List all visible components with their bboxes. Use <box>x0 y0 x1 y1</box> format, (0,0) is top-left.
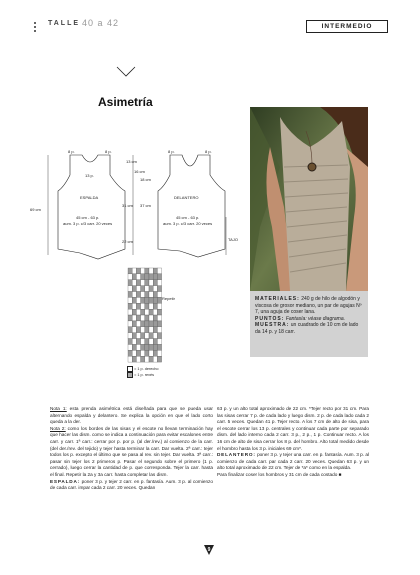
stitch-cell <box>128 274 132 280</box>
stitch-cell <box>149 286 153 292</box>
stitch-cell <box>145 280 149 286</box>
stitch-cell <box>132 303 136 309</box>
stitch-cell <box>153 286 157 292</box>
stitch-cell <box>157 268 161 274</box>
gauge-label: MUESTRA: <box>255 322 290 329</box>
stitch-cell <box>132 356 136 362</box>
stitch-cell <box>132 315 136 321</box>
stitch-cell <box>149 292 153 298</box>
stitch-cell <box>128 356 132 362</box>
stitch-cell <box>153 280 157 286</box>
stitch-cell <box>153 315 157 321</box>
pattern-title: Asimetría <box>98 95 153 109</box>
stitch-cell <box>157 333 161 339</box>
garment-schematics <box>30 147 245 267</box>
delantero-tajo: TAJO <box>228 237 238 242</box>
stitch-cell <box>132 268 136 274</box>
note-1: Nota 1: esta prenda asimétrica está diseñada para que se pueda usar alternando espalda y delantero. Se explica la opción en que el lado corto queda a la der. <box>50 406 213 425</box>
stitch-cell <box>157 350 161 356</box>
stitch-cell <box>149 280 153 286</box>
stitch-cell <box>145 321 149 327</box>
stitch-cell <box>128 292 132 298</box>
espalda-dim-a: 13 cm <box>126 159 137 164</box>
stitch-cell <box>136 333 140 339</box>
stitch-cell <box>136 339 140 345</box>
stitch-cell <box>153 356 157 362</box>
delantero-dim-a: 16 cm <box>134 169 145 174</box>
stitch-cell <box>132 327 136 333</box>
stitch-cell <box>136 292 140 298</box>
stitch-cell <box>128 297 132 303</box>
instructions-column-1 <box>50 406 213 492</box>
delantero-top-right: 8 p. <box>205 149 212 154</box>
stitch-cell <box>128 286 132 292</box>
stitch-cell <box>128 321 132 327</box>
delantero-width: 45 cm - 63 p. <box>176 215 200 220</box>
stitch-cell <box>145 315 149 321</box>
stitch-cell <box>132 350 136 356</box>
stitch-cell <box>141 286 145 292</box>
stitch-cell <box>136 356 140 362</box>
stitch-cell <box>136 268 140 274</box>
stitch-cell <box>145 356 149 362</box>
stitch-cell <box>153 327 157 333</box>
stitch-cell <box>153 350 157 356</box>
chart-repeat-label: Repetir <box>162 296 175 301</box>
stitch-cell <box>145 292 149 298</box>
stitch-cell <box>157 321 161 327</box>
delantero-instructions: DELANTERO: poner 3 p. y tejer una carr. en p. fantasía. Aum. 3 p. al comienzo de cada carr. par cada 2 carr. 20 veces. Quedan 63 p. y un alto total aproximado de 22 cm. Tejer de *a* como en la espalda. <box>217 452 369 471</box>
stitch-cell <box>157 297 161 303</box>
model-photo <box>250 107 368 291</box>
stitch-cell <box>141 309 145 315</box>
stitch-cell <box>136 286 140 292</box>
stitch-cell <box>149 344 153 350</box>
instructions-column-2 <box>217 406 369 479</box>
stitch-cell <box>136 327 140 333</box>
espalda-continued: 63 p. y un alto total aproximado de 22 cm. *Tejer recto por 31 cm. Para las sisas cerrar 7 p. de cada lado y luego dism. 2 p. de cada lado cada 2 carr. 5 veces. Quedan 41 p. Tejer recto. A los 7 cm de alto de sisa, para el escote cerrar los 13 p. centrales y continuar cada parte por separado dism. del lado interno cada 2 carr. 3 p., 2 p., 1 p. Continuar recto. A los 16 cm de alto de sisa cerrar los 8 p. del hombro. Alto total medido desde el hombro hasta los 3 p. iniciales 69 cm*. <box>217 406 369 451</box>
stitch-cell <box>153 309 157 315</box>
stitch-cell <box>141 274 145 280</box>
legend-purl: = 1 p. revés <box>127 372 158 378</box>
stitch-cell <box>128 339 132 345</box>
stitch-cell <box>141 356 145 362</box>
chevron-down-icon <box>116 66 136 78</box>
stitch-cell <box>145 268 149 274</box>
stitch-cell <box>141 321 145 327</box>
stitch-cell <box>145 327 149 333</box>
stitch-cell <box>141 350 145 356</box>
page-number: 9 <box>207 547 211 553</box>
stitch-cell <box>136 280 140 286</box>
stitch-cell <box>128 309 132 315</box>
stitch-cell <box>141 339 145 345</box>
level-badge: INTERMEDIO <box>306 20 388 33</box>
stitch-cell <box>153 274 157 280</box>
page-number-badge <box>203 544 215 556</box>
stitch-cell <box>153 321 157 327</box>
stitch-cell <box>157 327 161 333</box>
materials-box <box>250 291 368 357</box>
stitch-cell <box>136 344 140 350</box>
stitch-cell <box>132 309 136 315</box>
stitch-cell <box>132 321 136 327</box>
stitch-cell <box>136 297 140 303</box>
gauge-text: un cuadrado de 10 cm de lado da 14 p. y 18 carr. <box>255 322 359 335</box>
stitch-cell <box>153 339 157 345</box>
stitch-cell <box>157 274 161 280</box>
stitch-cell <box>132 292 136 298</box>
stitch-cell <box>136 303 140 309</box>
stitch-cell <box>136 321 140 327</box>
espalda-height: 69 cm <box>30 207 41 212</box>
stitch-cell <box>153 297 157 303</box>
stitch-cell <box>145 297 149 303</box>
stitch-cell <box>145 286 149 292</box>
stitch-cell <box>136 274 140 280</box>
materials-text: 240 g de hilo de algodón y viscosa de grosor mediano, un par de agujas Nº 7, una aguja de coser lana. <box>255 296 362 316</box>
stitch-cell <box>128 350 132 356</box>
espalda-width: 45 cm - 63 p. <box>76 215 100 220</box>
espalda-top-left: 8 p. <box>68 149 75 154</box>
stitch-cell <box>149 315 153 321</box>
stitch-cell <box>157 309 161 315</box>
stitch-cell <box>132 280 136 286</box>
stitch-cell <box>128 327 132 333</box>
stitch-cell <box>128 344 132 350</box>
stitch-grid <box>128 268 162 362</box>
stitch-cell <box>157 286 161 292</box>
stitches-text: Fantasía: véase diagrama. <box>285 315 346 322</box>
stitch-cell <box>141 280 145 286</box>
stitch-cell <box>149 339 153 345</box>
stitch-cell <box>145 333 149 339</box>
stitch-cell <box>145 350 149 356</box>
stitch-cell <box>141 315 145 321</box>
stitch-cell <box>128 303 132 309</box>
espalda-name: ESPALDA <box>80 195 99 200</box>
stitch-cell <box>145 344 149 350</box>
delantero-dim-b: 18 cm <box>140 177 151 182</box>
stitch-cell <box>132 333 136 339</box>
stitch-cell <box>132 297 136 303</box>
stitch-cell <box>132 286 136 292</box>
stitch-cell <box>157 356 161 362</box>
stitch-cell <box>141 344 145 350</box>
stitch-cell <box>145 274 149 280</box>
stitch-cell <box>153 333 157 339</box>
stitch-cell <box>141 333 145 339</box>
stitch-cell <box>149 274 153 280</box>
stitch-cell <box>132 274 136 280</box>
note-2: Nota 2: como los bordes de las sisas y el escote no llevan terminación hay que hacer las dism. como se indica a continuación para evitar escalones entre carr. y carr. 1ª carr.: cerrar por p. por p. (al der./rev.) al comienzo de la carr. (del der./rev. del tejido) y tejer hasta terminar la carr. Dar vuelta. 2ª carr.: tejer todos los p. excepto el último que se pasa al rev. sin tejer. Dar vuelta. 3ª carr.: pasar sin tejer los 2 primeros p. Pasar el segundo sobre el primero (1 p. cerrado), luego cerrar la cantidad de p. que corresponda. Tejer la carr. hasta el final. Repetir la 2a y 3a carr. hasta completar las dism. <box>50 425 213 477</box>
stitch-cell <box>141 297 145 303</box>
espalda-neck: 13 p. <box>85 173 94 178</box>
stitch-cell <box>157 292 161 298</box>
stitch-cell <box>136 315 140 321</box>
stitch-cell <box>153 268 157 274</box>
stitch-cell <box>157 280 161 286</box>
stitch-cell <box>157 303 161 309</box>
stitch-cell <box>128 333 132 339</box>
delantero-dim-d: 37 cm <box>140 203 151 208</box>
stitch-cell <box>128 280 132 286</box>
size-value: 40 a 42 <box>82 18 120 28</box>
stitch-cell <box>141 303 145 309</box>
stitch-cell <box>132 344 136 350</box>
espalda-width-alt: aum. 3 p. c/3 carr. 20 veces <box>63 221 113 226</box>
stitch-cell <box>145 309 149 315</box>
stitch-cell <box>149 297 153 303</box>
stitch-cell <box>153 292 157 298</box>
stitch-cell <box>153 344 157 350</box>
materials-label: MATERIALES: <box>255 296 300 302</box>
stitch-cell <box>149 268 153 274</box>
stitch-cell <box>157 315 161 321</box>
delantero-dim-e: 22 cm <box>122 239 133 244</box>
stitch-cell <box>149 321 153 327</box>
stitch-cell <box>136 309 140 315</box>
stitch-cell <box>149 356 153 362</box>
stitch-cell <box>145 303 149 309</box>
size-label: TALLE <box>48 20 81 27</box>
stitch-chart <box>118 266 188 378</box>
chart-legend <box>127 366 158 378</box>
stitch-cell <box>149 350 153 356</box>
legend-knit: = 1 p. derecho <box>127 366 158 372</box>
menu-dots-icon <box>34 22 37 34</box>
stitch-cell <box>136 350 140 356</box>
delantero-top-left: 8 p. <box>168 149 175 154</box>
stitch-cell <box>149 327 153 333</box>
stitch-cell <box>149 333 153 339</box>
finishing-instructions: Para finalizar coser los hombros y 31 cm de cada costado ■ <box>217 471 342 477</box>
stitch-cell <box>132 339 136 345</box>
stitch-cell <box>157 344 161 350</box>
stitch-cell <box>141 268 145 274</box>
stitch-cell <box>153 303 157 309</box>
stitches-label: PUNTOS: <box>255 315 285 322</box>
delantero-width-alt: aum. 3 p. c/3 carr. 20 veces <box>163 221 213 226</box>
espalda-instructions: ESPALDA: poner 3 p. y tejer 2 carr. en p. fantasía. Aum. 3 p. al comienzo de cada carr. impar cada 2 carr. 20 veces. Quedan <box>50 478 213 491</box>
stitch-cell <box>149 309 153 315</box>
stitch-cell <box>128 315 132 321</box>
stitch-cell <box>149 303 153 309</box>
stitch-cell <box>128 268 132 274</box>
delantero-schematic <box>122 149 238 257</box>
stitch-cell <box>141 292 145 298</box>
delantero-dim-c: 31 cm <box>122 203 133 208</box>
delantero-name: DELANTERO <box>174 195 199 200</box>
stitch-cell <box>157 339 161 345</box>
stitch-cell <box>145 339 149 345</box>
stitch-cell <box>141 327 145 333</box>
espalda-top-right: 8 p. <box>105 149 112 154</box>
